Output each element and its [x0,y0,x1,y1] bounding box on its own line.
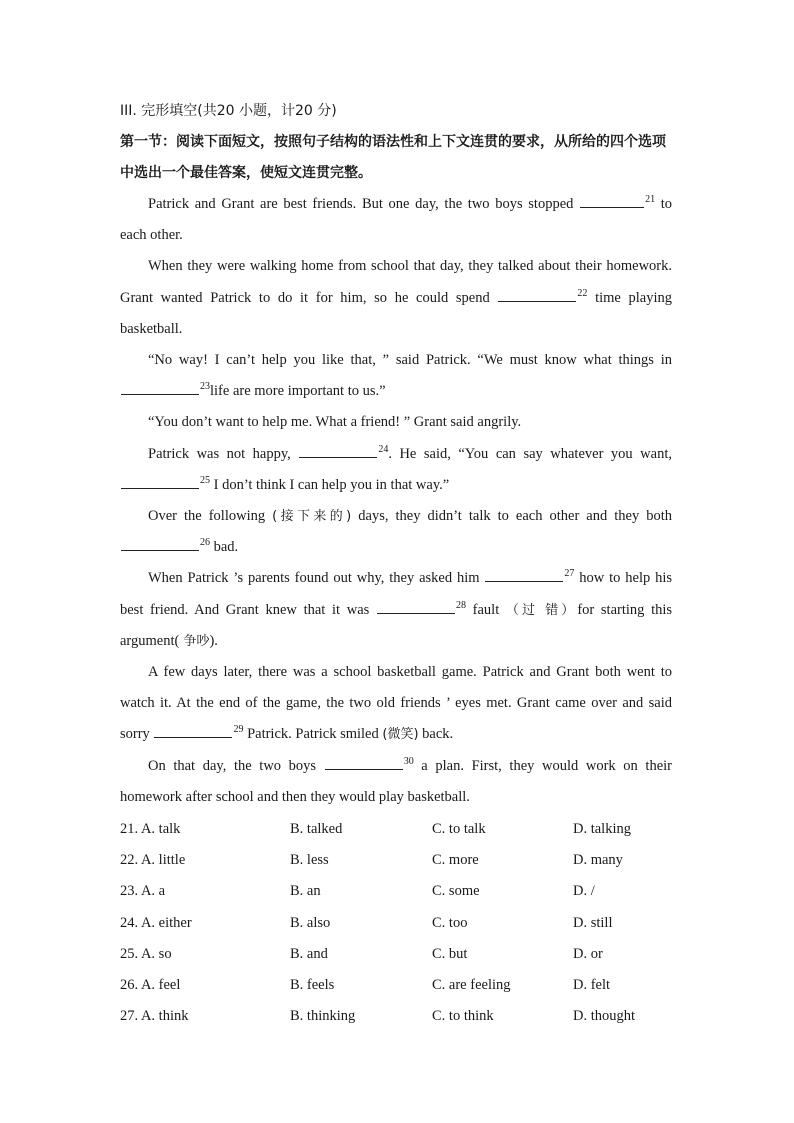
option-d[interactable]: D. felt [573,976,611,993]
text: for starting this argument( [120,601,673,649]
option-a[interactable]: 26. A. feel [120,976,181,993]
option-b[interactable]: B. also [290,914,331,931]
text: back. [418,726,454,743]
option-b[interactable]: B. less [290,852,329,869]
option-a[interactable]: 21. A. talk [120,821,181,837]
text: days, they didn’t talk to each other and they both [351,508,672,525]
blank-23[interactable] [121,380,199,395]
option-c[interactable]: C. but [432,945,468,962]
option-a[interactable]: 24. A. either [120,914,192,931]
chinese-gloss: 争吵 [179,633,210,649]
chinese-gloss: (接下来的) [272,509,352,525]
text: Patrick. Patrick smiled [243,726,383,743]
blank-number-30: 30 [403,755,414,767]
text: I don’t think I can help you in that way.” [210,476,450,493]
blank-30[interactable] [325,755,403,770]
blank-number-28: 28 [455,599,466,611]
option-d[interactable]: D. talking [573,821,631,837]
option-c[interactable]: C. some [432,883,480,900]
paragraph-2 [120,251,672,345]
paragraph-8 [120,657,672,751]
option-d[interactable]: D. thought [573,1008,636,1025]
option-d[interactable]: D. many [573,852,623,869]
blank-number-29: 29 [233,724,244,736]
text: “You don’t want to help me. What a friend! ” Grant said angrily. [148,414,522,431]
text: time playing basketball. [120,289,673,337]
blank-number-26: 26 [200,537,210,549]
text: Over the following [148,508,273,525]
document-page [120,96,672,813]
text: life are more important to us.” [210,383,386,400]
options-list [120,814,680,1032]
option-row-23 [120,876,680,907]
option-b[interactable]: B. thinking [290,1008,356,1025]
option-c[interactable]: C. more [432,852,479,869]
chinese-gloss: （过 错） [505,602,578,618]
blank-number-22: 22 [577,287,588,299]
text: On that day, the two boys [148,757,317,774]
option-row-21 [120,814,680,845]
option-row-24 [120,908,680,939]
paragraph-1 [120,189,672,251]
option-a[interactable]: 22. A. little [120,852,186,869]
text: “No way! I can’t help you like that, ” said Patrick. “We must know what things in [148,352,672,369]
blank-24[interactable] [299,443,377,458]
option-c[interactable]: C. to talk [432,821,486,837]
text: ). [209,632,218,649]
option-a[interactable]: 23. A. a [120,883,166,900]
option-c[interactable]: C. to think [432,1008,494,1025]
option-b[interactable]: B. and [290,945,328,962]
text: how to help his best friend. And Grant knew that it was [120,570,673,618]
text: to each other. [120,196,673,244]
paragraph-3 [120,345,672,407]
chinese-gloss: (微笑) [382,727,419,743]
text: Patrick and Grant are best friends. But one day, the two boys stopped [148,196,574,212]
text: When they were walking home from school that day, they talked about their homework. Grant wanted Patrick to do it for him, so he could spend [120,258,672,306]
blank-number-27: 27 [564,568,575,580]
option-row-22 [120,845,680,876]
blank-22[interactable] [498,287,576,302]
option-row-27 [120,1001,680,1032]
option-c[interactable]: C. too [432,914,468,931]
option-d[interactable]: D. or [573,945,603,962]
paragraph-5 [120,439,672,501]
section-title: III. 完形填空(共20 小题，计20 分) [120,103,337,119]
text: a plan. First, they would work on their homework after school and then they would play basketball. [120,757,672,805]
instruction-text: 第一节：阅读下面短文，按照句子结构的语法性和上下文连贯的要求，从所给的四个选项中选出一个最佳答案，使短文连贯完整。 [120,134,666,181]
text: When Patrick ’s parents found out why, they asked him [148,570,480,587]
option-b[interactable]: B. an [290,883,321,900]
text: fault [465,601,506,618]
blank-27[interactable] [485,567,563,582]
option-a[interactable]: 25. A. so [120,945,172,962]
text: . He said, “You can say whatever you want, [388,445,672,462]
option-row-26 [120,970,680,1001]
paragraph-6 [120,501,672,563]
paragraph-7 [120,563,672,657]
text: Patrick was not happy, [148,445,291,462]
text: bad. [210,539,239,556]
blank-26[interactable] [121,536,199,551]
option-b[interactable]: B. talked [290,821,343,837]
option-row-25 [120,939,680,970]
blank-number-23: 23 [200,381,210,393]
option-b[interactable]: B. feels [290,976,335,993]
blank-number-21: 21 [645,194,656,205]
blank-28[interactable] [377,599,455,614]
option-d[interactable]: D. / [573,883,595,900]
text: A few days later, there was a school basketball game. Patrick and Grant both went to watch it. At the end of the game, the two old friends ’ eyes met. Grant came over and said sorry [120,664,672,743]
option-d[interactable]: D. still [573,914,613,931]
blank-25[interactable] [121,474,199,489]
blank-number-24: 24 [378,443,389,455]
blank-number-25: 25 [200,474,210,486]
option-c[interactable]: C. are feeling [432,976,511,993]
option-a[interactable]: 27. A. think [120,1008,189,1025]
blank-29[interactable] [154,723,232,738]
paragraph-4 [120,407,672,438]
blank-21[interactable] [580,193,644,208]
paragraph-9 [120,751,672,813]
